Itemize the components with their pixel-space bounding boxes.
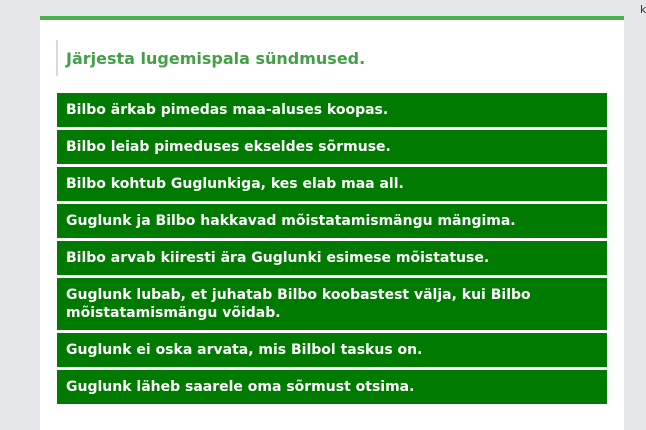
event-item-4[interactable]: Guglunk ja Bilbo hakkavad mõistatamismängu mängima.	[57, 204, 607, 238]
event-item-7[interactable]: Guglunk ei oska arvata, mis Bilbol taskus on.	[57, 333, 607, 367]
event-order-list	[57, 93, 607, 407]
edge-text: k	[640, 3, 646, 16]
event-item-6[interactable]: Guglunk lubab, et juhatab Bilbo koobastest välja, kui Bilbo mõistatamismängu võidab.	[57, 278, 607, 330]
event-item-3[interactable]: Bilbo kohtub Guglunkiga, kes elab maa all.	[57, 167, 607, 201]
exercise-card	[40, 16, 624, 430]
event-item-5[interactable]: Bilbo arvab kiiresti ära Guglunki esimese mõistatuse.	[57, 241, 607, 275]
event-item-1[interactable]: Bilbo ärkab pimedas maa-aluses koopas.	[57, 93, 607, 127]
event-item-2[interactable]: Bilbo leiab pimeduses ekseldes sõrmuse.	[57, 130, 607, 164]
exercise-prompt: Järjesta lugemispala sündmused.	[56, 40, 365, 76]
event-item-8[interactable]: Guglunk läheb saarele oma sõrmust otsima.	[57, 370, 607, 404]
